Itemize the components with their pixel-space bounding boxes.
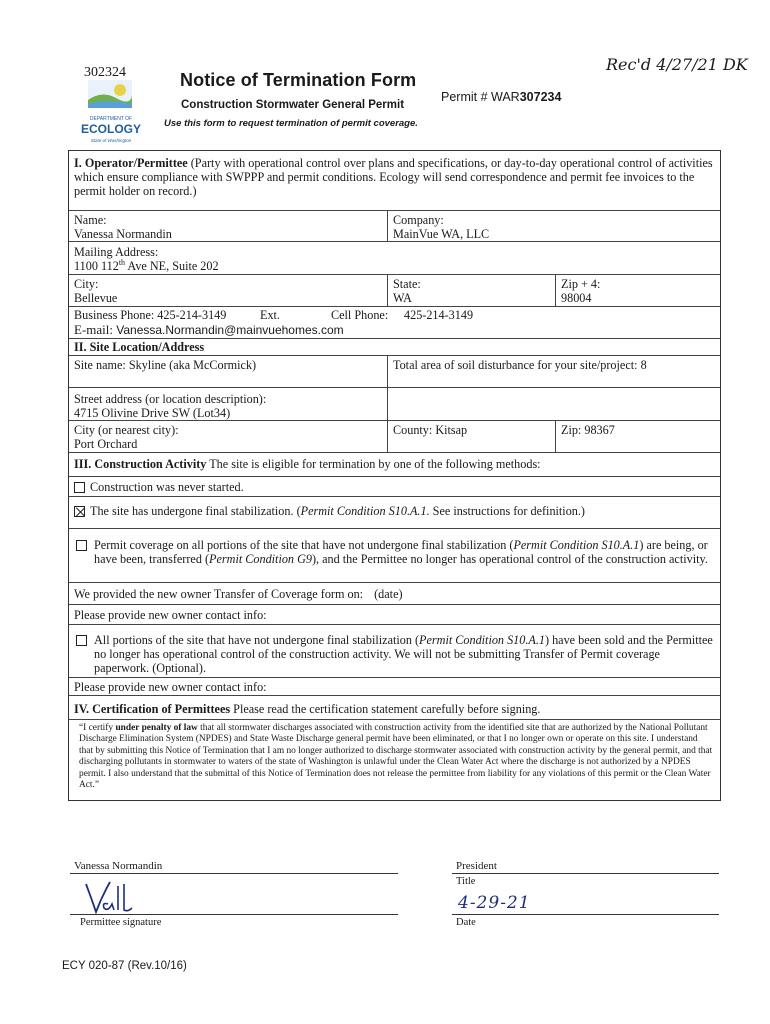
permittee-signature-image [84, 878, 144, 918]
certification-row [69, 720, 720, 800]
logo-top-text: DEPARTMENT OF [89, 116, 133, 122]
signature-line[interactable] [70, 914, 398, 915]
street-blank-cell [387, 388, 720, 420]
contact2-field[interactable] [69, 678, 720, 695]
signer-name-value: Vanessa Normandin [74, 860, 163, 872]
business-phone-value[interactable]: 425-214-3149 [157, 308, 227, 322]
option4-label: All portions of the site that have not undergone final stabilization (Permit Condition S10.A.1) have been sold and the Permittee no longer has operational control of the construction activity. We will not be submitting Transfer of Permit coverage paperwork. (Optional). [94, 633, 713, 675]
permit-label: Permit # WAR [441, 90, 520, 104]
name-value: Vanessa Normandin [74, 227, 172, 241]
section4-intro: Please read the certification statement carefully before signing. [230, 702, 541, 716]
section1-header [69, 151, 720, 211]
transfer-date-field[interactable]: (date) [374, 587, 403, 601]
option4-checkbox[interactable] [76, 635, 87, 646]
section1-description: (Party with operational control over plans and specifications, or day-to-day operational control of activities which ensure compliance with SWPPP and permit conditions. Ecology will send correspondence and permit fee invoices to the permit holder on record.) [74, 156, 713, 198]
received-stamp: Rec'd 4/27/21 DK [606, 55, 748, 74]
site-city-label: City (or nearest city): [74, 423, 179, 437]
site-name-value: Skyline (aka McCormick) [128, 358, 257, 372]
signature-label: Permittee signature [80, 917, 162, 928]
option4-row [69, 625, 720, 678]
site-zip-label: Zip: [561, 423, 582, 437]
site-name-cell[interactable] [69, 356, 387, 387]
contact-field[interactable] [69, 605, 720, 624]
contact2-row [69, 678, 720, 696]
area-value: 8 [640, 358, 647, 372]
form-table [68, 150, 721, 801]
site-city-value: Port Orchard [74, 437, 138, 451]
street-row [69, 388, 720, 421]
area-label: Total area of soil disturbance for your site/project: [393, 358, 638, 372]
name-company-row [69, 211, 720, 242]
city-label: City: [74, 277, 99, 291]
zip-cell[interactable] [555, 275, 720, 306]
county-value: Kitsap [435, 423, 468, 437]
cell-phone-value[interactable]: 425-214-3149 [404, 308, 474, 322]
date-value: 4-29-21 [458, 893, 531, 913]
company-cell[interactable] [387, 211, 720, 241]
form-number: 302324 [84, 65, 126, 80]
mailing-label: Mailing Address: [74, 245, 159, 259]
form-title: Notice of Termination Form [180, 70, 417, 90]
contact-label: Please provide new owner contact info: [74, 608, 267, 622]
option2-row [69, 497, 720, 529]
mailing-cell[interactable] [69, 242, 720, 274]
email-value[interactable]: Vanessa.Normandin@mainvuehomes.com [116, 323, 344, 337]
contact2-label: Please provide new owner contact info: [74, 680, 267, 694]
site-city-cell[interactable] [69, 421, 387, 452]
title-label: Title [456, 876, 476, 887]
cell-phone-label: Cell Phone: [331, 308, 389, 322]
county-cell[interactable] [387, 421, 555, 452]
name-cell[interactable] [69, 211, 387, 241]
signer-name-line [70, 873, 398, 874]
company-label: Company: [393, 213, 444, 227]
city-cell[interactable] [69, 275, 387, 306]
option2-checkbox[interactable] [74, 506, 85, 517]
certification-statement: “I certify under penalty of law that all stormwater discharges associated with construction activity from the identified site that are authorized by the National Pollutant Discharge Elimination System (NPDES) and State Waste Discharge general permit have been eliminated, or that I no longer own or operate on this site. I understand that by submitting this Notice of Termination that I am no longer authorized to discharge stormwater associated with construction activity by the general permit, and that discharging pollutants in stormwater to waters of the state of Washington is unlawful under the Clean Water Act where the discharge is not authorized by a NPDES permit. I also understand that the submittal of this Notice of Termination does not release the permittee from liability for any violations of this permit or the Clean Water Act.” [79, 723, 713, 791]
option1-label: Construction was never started. [90, 480, 244, 494]
site-city-row [69, 421, 720, 453]
zip-label: Zip + 4: [561, 277, 601, 291]
form-instruction: Use this form to request termination of permit coverage. [164, 118, 418, 129]
logo-bottom-text: State of Washington [90, 138, 132, 143]
permit-number [441, 90, 561, 104]
option3-row [69, 529, 720, 583]
section4-header [69, 696, 720, 720]
site-name-row [69, 356, 720, 388]
option3-label: Permit coverage on all portions of the site that have not undergone final stabilization (Permit Condition S10.A.1) are being, or have been, transferred (Permit Condition G9), and the Permittee no longer has operational control of the construction activity. [94, 538, 708, 566]
street-label: Street address (or location description): [74, 392, 267, 406]
zip-value: 98004 [561, 291, 592, 305]
date-label: Date [456, 917, 476, 928]
phone-email-row [69, 307, 720, 339]
ecology-logo [80, 78, 142, 148]
site-name-label: Site name: [74, 358, 126, 372]
city-state-zip-row [69, 275, 720, 307]
state-label: State: [393, 277, 421, 291]
city-value: Bellevue [74, 291, 118, 305]
state-cell[interactable] [387, 275, 555, 306]
area-cell[interactable] [387, 356, 720, 387]
option3-checkbox[interactable] [76, 540, 87, 551]
transfer-row [69, 583, 720, 605]
section3-header [69, 453, 720, 477]
mailing-row [69, 242, 720, 275]
contact-row [69, 605, 720, 625]
option2-label: The site has undergone final stabilization. (Permit Condition S10.A.1. See instructions for definition.) [90, 504, 585, 518]
logo-name: ECOLOGY [80, 122, 142, 136]
title-value: President [456, 860, 497, 872]
mailing-value: 1100 112th Ave NE, Suite 202 [74, 257, 219, 273]
section1-heading: I. Operator/Permittee [74, 156, 188, 170]
transfer-label: We provided the new owner Transfer of Coverage form on: [74, 587, 364, 601]
option1-row [69, 477, 720, 497]
footer-form-id: ECY 020-87 (Rev.10/16) [62, 960, 187, 972]
street-value: 4715 Olivine Drive SW (Lot34) [74, 406, 231, 420]
name-label: Name: [74, 213, 107, 227]
site-zip-value: 98367 [584, 423, 615, 437]
section4-heading: IV. Certification of Permittees [74, 702, 231, 716]
permit-number-value: 307234 [519, 90, 562, 104]
section2-header [69, 339, 720, 356]
business-phone-label: Business Phone: [74, 308, 155, 322]
section3-heading: III. Construction Activity [74, 457, 207, 471]
title-line[interactable] [452, 873, 719, 874]
date-line[interactable] [452, 914, 719, 915]
street-cell[interactable] [69, 388, 387, 420]
company-value: MainVue WA, LLC [393, 227, 490, 241]
ext-label[interactable]: Ext. [260, 308, 280, 322]
email-label: E-mail: [74, 322, 113, 337]
option1-checkbox[interactable] [74, 482, 85, 493]
state-value: WA [393, 291, 412, 305]
form-subtitle: Construction Stormwater General Permit [181, 99, 405, 111]
section3-intro: The site is eligible for termination by one of the following methods: [206, 457, 541, 471]
section2-heading: II. Site Location/Address [74, 340, 205, 354]
site-zip-cell[interactable] [555, 421, 720, 452]
county-label: County: [393, 423, 433, 437]
